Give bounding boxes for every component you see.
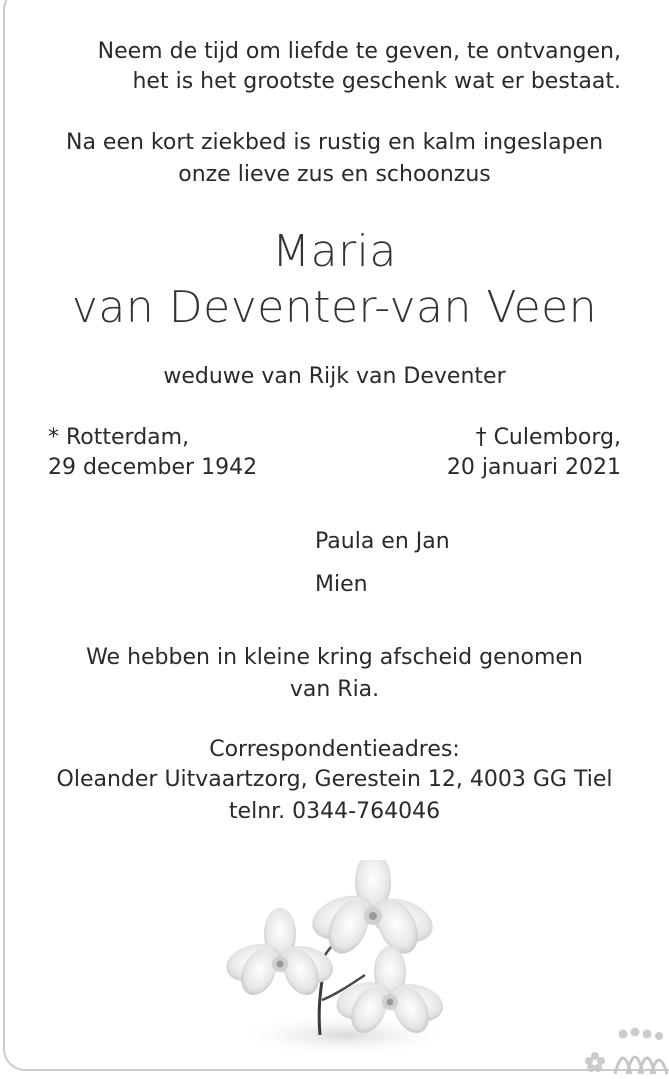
correspondence-address: Oleander Uitvaartzorg, Gerestein 12, 4003 GG Tiel [56, 767, 613, 792]
family-line-2: Mien [315, 572, 368, 597]
people-flower-logo-icon [583, 1022, 669, 1079]
correspondence-phone: telnr. 0344-764046 [228, 799, 441, 824]
birth-place: * Rotterdam, [48, 425, 190, 450]
intro-line-1: Na een kort ziekbed is rustig en kalm ingeslapen [65, 130, 604, 155]
orchid-flowers-image [225, 860, 455, 1060]
deceased-surname: van Deventer-van Veen [71, 282, 598, 333]
farewell-line-2: van Ria. [289, 677, 380, 702]
correspondence-heading: Correspondentieadres: [209, 737, 460, 762]
death-place: † Culemborg, [475, 425, 621, 450]
death-date: 20 januari 2021 [446, 455, 621, 480]
opening-quote [98, 37, 621, 97]
relation-line: weduwe van Rijk van Deventer [163, 364, 506, 389]
deceased-first-name: Maria [272, 226, 397, 277]
quote-line-2: het is het grootste geschenk wat er bestaat. [132, 69, 621, 94]
farewell-line-1: We hebben in kleine kring afscheid genomen [86, 645, 583, 670]
intro-line-2: onze lieve zus en schoonzus [178, 162, 491, 187]
family-line-1: Paula en Jan [315, 529, 450, 554]
birth-date: 29 december 1942 [48, 455, 258, 480]
quote-line-1: Neem de tijd om liefde te geven, te ontvangen, [97, 39, 621, 64]
